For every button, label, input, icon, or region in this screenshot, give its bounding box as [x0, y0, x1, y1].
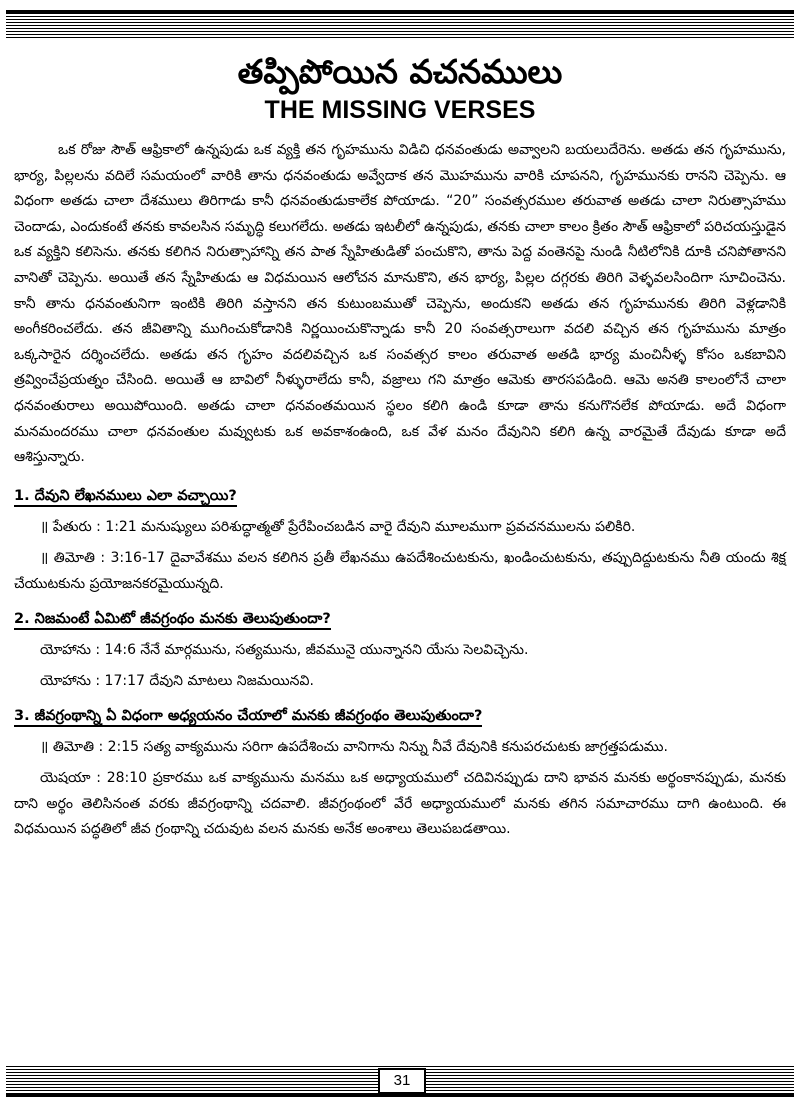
section-1-verse-1: ॥ పేతురు : 1:21 మనుష్యులు పరిశుద్ధాత్మతో ప్రేరేపించబడిన వారై దేవుని మూలముగా ప్రవచనములను పలికిరి. [40, 518, 636, 535]
section-2-verse-1: యోహాను : 14:6 నేనే మార్గమును, సత్యమును, జీవమునై యున్నానని యేసు సెలవిచ్చెను. [40, 641, 529, 658]
section-1-verse-2: ॥ తిమోతి : 3:16-17 దైవావేశము వలన కలిగిన ప్రతీ లేఖనము ఉపదేశించుటకును, ఖండించుటకును, తప్పుదిద్దుటకును నీతి యందు శిక్ష చేయుటకును ప్రయోజనకరమైయున్నది. [14, 550, 786, 592]
section-heading-3: 3. జీవగ్రంథాన్ని ఏ విధంగా అధ్యయనం చేయాలో మనకు జీవగ్రంథం తెలుపుతుందా? [14, 705, 786, 727]
intro-paragraph: ఒక రోజు సౌత్ ఆఫ్రికాలో ఉన్నపుడు ఒక వ్యక్తి తన గృహమును విడిచి ధనవంతుడు అవ్వాలని బయలుదేరెను. అతడు తన గృహమును, భార్య, పిల్లలను వదిలే సమయంలో వారికి తాను ధనవంతుడు అవ్వేదాక తన మొహమును వారికి చూపనని, గృహమునకు రానని చెప్పెను. ఆ విధంగా అతడు చాలా దేశములు తిరిగాడు కానీ ధనవంతుడుకాలేక పోయాడు. “20” సంవత్సరముల తరువాత అతడు చాలా నిరుత్సాహము చెందాడు, ఎందుకంటే తనకు కావలసిన సమృద్ధి కలుగలేదు. అతడు ఇటలీలో ఉన్నపుడు, తనకు చాలా కాలం క్రితం సౌత్ ఆఫ్రికాలో పరిచయస్తుడైన ఒక వ్యక్తిని కలిసెను. తనకు కలిగిన నిరుత్సాహాన్ని తన పాత స్నేహితుడితో పంచుకొని, తాను పెద్ద వంతెనపై నుండి నీటిలోనికి దూకి చనిపోతానని వానితో చెప్పెను. అయితే తన స్నేహితుడు ఆ విధమయిన ఆలోచన మానుకొని, తన భార్య, పిల్లల దగ్గరకు తిరిగి వెళ్ళవలసిందిగా సూచించెను. కానీ తాను ధనవంతునిగా ఇంటికి తిరిగి వస్తానని తన కుటుంబముతో చెప్పెను, అందుకని అతడు తన గృహమునకు తిరిగి వెళ్లడానికి అంగీకరించలేదు. తన జీవితాన్ని ముగించుకోడానికి నిర్ణయించుకొన్నాడు కానీ 20 సంవత్సరాలుగా వదలి వచ్చిన తన గృహమును మాత్రం ఒక్కసారైన దర్శించలేదు. అతడు తన గృహం వదలివచ్చిన ఒక సంవత్సర కాలం తరువాత అతడి భార్య మంచినీళ్ళ కోసం ఒకబావిని త్రవ్వించేప్రయత్నం చేసింది. అయితే ఆ బావిలో నీళ్ళురాలేదు కానీ, వజ్రాలు గని మాత్రం ఆమెకు తారసపడింది. ఆమె అనతి కాలంలోనే చాలా ధనవంతురాలు అయిపోయింది. అతడు చాలా ధనవంతమయిన స్థలం కలిగి ఉండి కూడా తాను కనుగొనలేక పోయాడు. అదే విధంగా మనమందరము చాలా ధనవంతుల మవ్వుటకు ఒక అవకాశంఉంది, ఒక వేళ మనం దేవునిని కలిగి ఉన్న వారమైతే దేవుడు కూడా అదే ఆశిస్తున్నారు. [14, 142, 786, 466]
section-2-verse-2: యోహాను : 17:17 దేవుని మాటలు నిజమయినవి. [40, 673, 314, 690]
section-heading-2: 2. నిజమంటే ఏమిటో జీవగ్రంథం మనకు తెలుపుతుందా? [14, 608, 786, 630]
page-title-telugu: తప్పిపోయిన వచనములు [237, 52, 563, 91]
section-3-verse-1: ॥ తిమోతి : 2:15 సత్య వాక్యమును సరిగా ఉపదేశించు వానిగాను నిన్ను నీవే దేవునికి కనుపరచుటకు జాగ్రత్తపడుము. [40, 738, 668, 755]
section-3-verse-2: యెషయా : 28:10 ప్రకారము ఒక వాక్యమును మనము ఒక అధ్యాయములో చదివినప్పుడు దాని భావన మనకు అర్థంకానప్పుడు, మనకు దాని అర్థం తెలిసినంత వరకు జీవగ్రంథాన్ని చదవాలి. జీవగ్రంథంలో వేరే అధ్యాయములో మనకు తగిన సమాచారము దాగి ఉంటుంది. ఈ విధమయిన పద్ధతిలో జీవ గ్రంథాన్ని చదువుట వలన మనకు అనేక అంశాలు తెలుపబడతాయి. [14, 770, 786, 838]
section-heading-1: 1. దేవుని లేఖనములు ఎలా వచ్చాయి? [14, 485, 786, 507]
top-decorative-rule [6, 10, 794, 39]
page-number: 31 [378, 1068, 426, 1094]
page-content [14, 50, 786, 849]
page-title-english: THE MISSING VERSES [264, 96, 536, 124]
